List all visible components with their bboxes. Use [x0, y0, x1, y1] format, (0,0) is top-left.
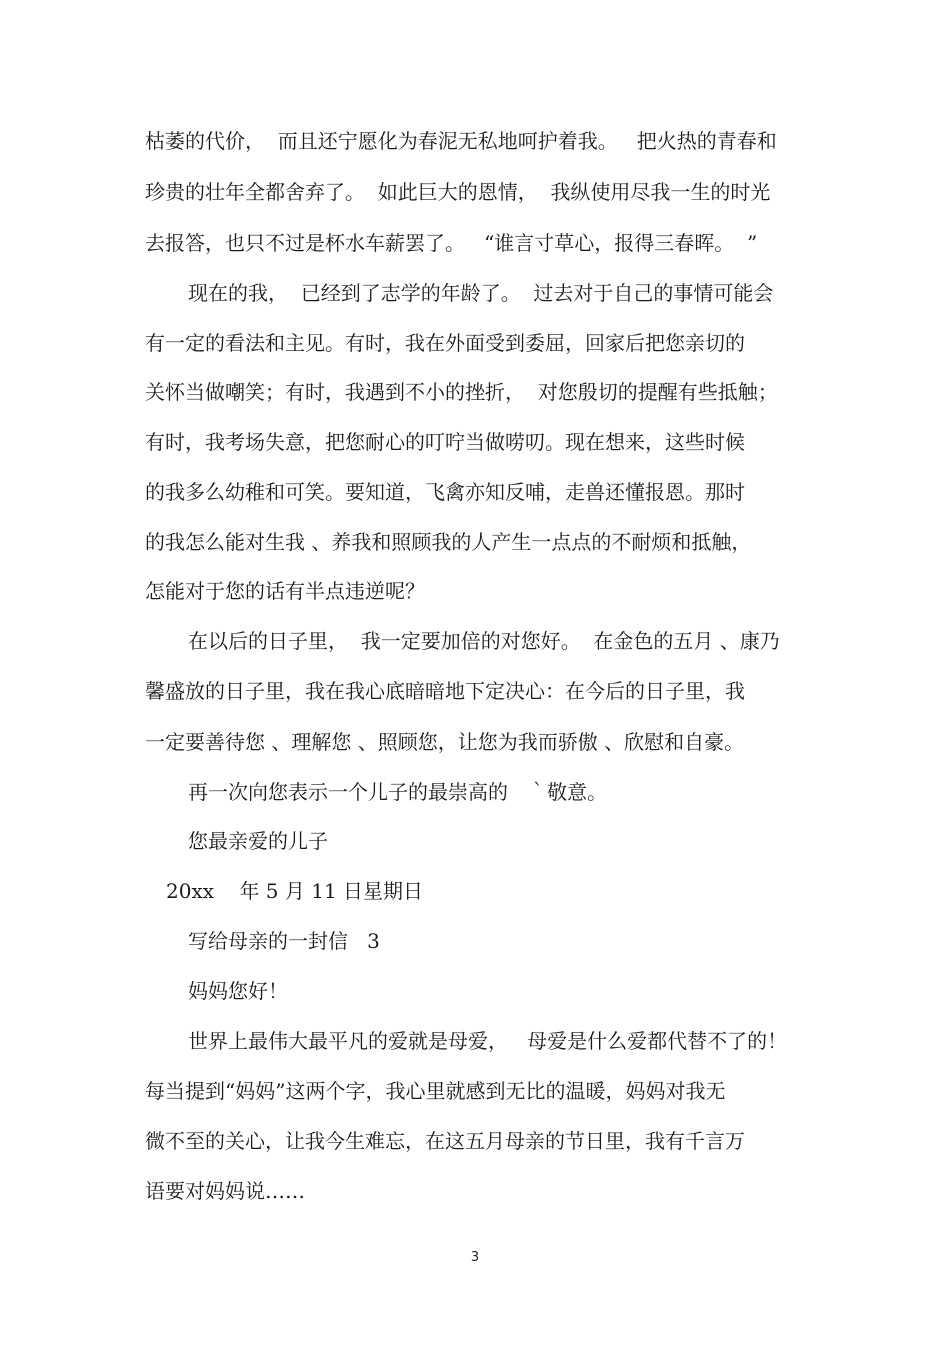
- text-line-7: 有时，我考场失意，把您耐心的叮咛当做唠叨。现在想来，这些时候: [145, 430, 745, 454]
- letter-title: 写给母亲的一封信 3: [188, 929, 380, 953]
- text-line-14: 再一次向您表示一个儿子的最崇高的 ｀敬意。: [188, 780, 608, 804]
- date-line: 20xx 年 5 月 11 日星期日: [166, 879, 424, 903]
- text-line-21: 微不至的关心，让我今生难忘，在这五月母亲的节日里，我有千言万: [145, 1129, 745, 1153]
- text-line-11: 在以后的日子里， 我一定要加倍的对您好。 在金色的五月 、康乃: [188, 629, 780, 653]
- text-line-22: 语要对妈妈说……: [145, 1179, 305, 1203]
- text-line-3: 去报答，也只不过是杯水车薪罢了。 “谁言寸草心，报得三春晖。 ”: [145, 231, 758, 255]
- text-line-6: 关怀当做嘲笑；有时，我遇到不小的挫折， 对您殷切的提醒有些抵触；: [145, 380, 778, 404]
- text-line-8: 的我多么幼稚和可笑。要知道，飞禽亦知反哺，走兽还懂报恩。那时: [145, 480, 745, 504]
- text-line-5: 有一定的看法和主见。有时，我在外面受到委屈，回家后把您亲切的: [145, 331, 745, 355]
- text-line-13: 一定要善待您 、理解您 、照顾您，让您为我而骄傲 、欣慰和自豪。: [145, 730, 745, 754]
- text-line-1: 枯萎的代价， 而且还宁愿化为春泥无私地呵护着我。 把火热的青春和: [145, 129, 777, 153]
- text-line-4: 现在的我， 已经到了志学的年龄了。 过去对于自己的事情可能会: [188, 281, 774, 305]
- text-line-2: 珍贵的壮年全都舍弃了。 如此巨大的恩情， 我纵使用尽我一生的时光: [145, 180, 771, 204]
- page-number: 3: [470, 1250, 480, 1265]
- signature-line: 您最亲爱的儿子: [188, 829, 328, 853]
- greeting-line: 妈妈您好！: [188, 979, 288, 1003]
- text-line-12: 馨盛放的日子里，我在我心底暗暗地下定决心：在今后的日子里，我: [145, 679, 745, 703]
- text-line-9: 的我怎么能对生我 、养我和照顾我的人产生一点点的不耐烦和抵触，: [145, 530, 752, 554]
- text-line-20: 每当提到“妈妈”这两个字，我心里就感到无比的温暖，妈妈对我无: [145, 1079, 726, 1103]
- text-line-10: 怎能对于您的话有半点违逆呢？: [145, 579, 425, 603]
- text-line-19: 世界上最伟大最平凡的爱就是母爱， 母爱是什么爱都代替不了的！: [188, 1029, 788, 1053]
